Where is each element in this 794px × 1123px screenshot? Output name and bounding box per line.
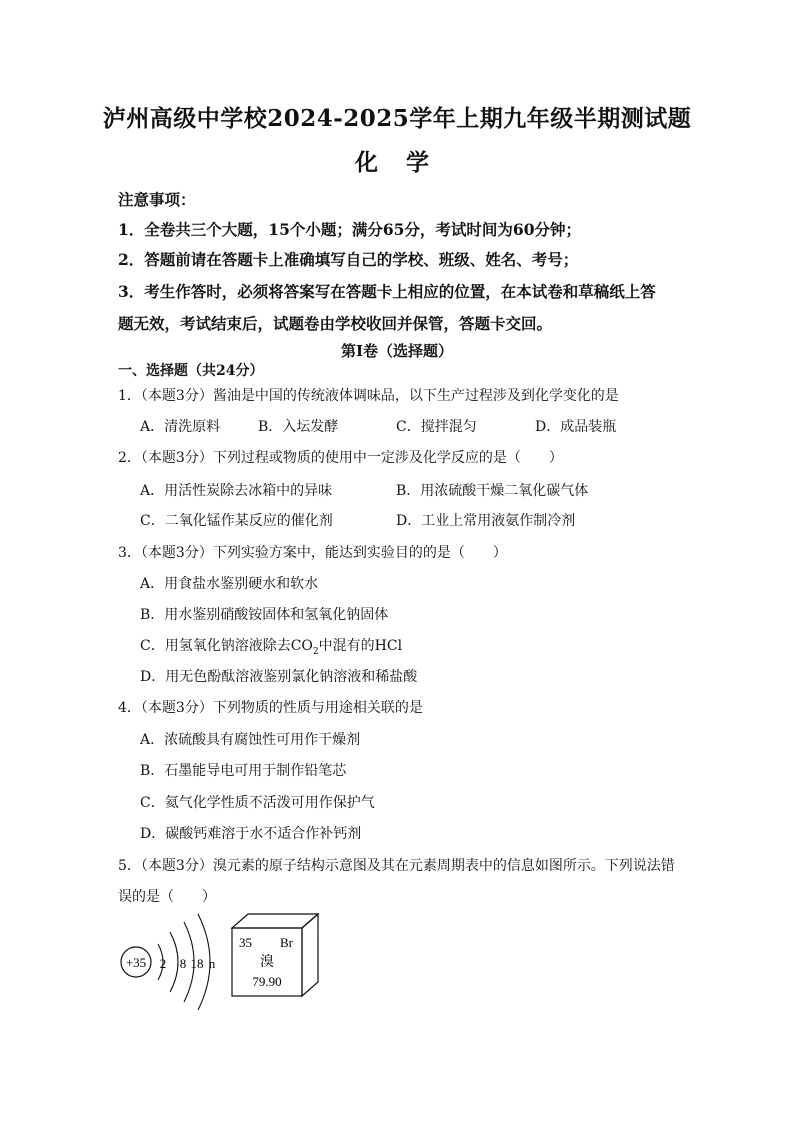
question-1-option-a: A．清洗原料: [140, 419, 221, 435]
question-5-stem-line-1: 5．（本题3分）溴元素的原子结构示意图及其在元素周期表中的信息如图所示。下列说法错: [118, 858, 675, 874]
atom-structure-diagram: [121, 914, 216, 1010]
question-1-option-c: C．搅拌混匀: [396, 419, 477, 435]
question-3-option-c: [140, 635, 402, 657]
question-2-option-b: B．用浓硫酸干燥二氧化碳气体: [396, 483, 589, 499]
section-title: 一、选择题（共24分）: [118, 363, 264, 379]
shell-1-electrons: 2: [159, 956, 167, 971]
question-2-stem: 2．（本题3分）下列过程或物质的使用中一定涉及化学反应的是（ ）: [118, 450, 563, 466]
periodic-table-cell: [232, 914, 318, 996]
question-4-option-a: A．浓硫酸具有腐蚀性可用作干燥剂: [140, 732, 361, 748]
question-5-stem-line-2: 误的是（ ）: [118, 889, 216, 905]
question-3-option-c-text: C．用氢氧化钠溶液除去: [140, 638, 291, 654]
question-4-option-b: B．石墨能导电可用于制作铅笔芯: [140, 763, 347, 779]
co2-formula: CO: [290, 638, 313, 654]
question-2-option-c: C．二氧化锰作某反应的催化剂: [140, 513, 333, 529]
question-4-stem: 4．（本题3分）下列物质的性质与用途相关联的是: [118, 700, 423, 716]
notice-heading: 注意事项：: [118, 190, 196, 209]
question-3-option-a: A．用食盐水鉴别硬水和软水: [140, 576, 319, 592]
cell-side-face: [302, 914, 318, 996]
notice-item-1: 1．全卷共三个大题，15个小题；满分65分，考试时间为60分钟；: [118, 220, 581, 239]
question-4-option-d: D．碳酸钙难溶于水不适合作补钙剂: [140, 826, 362, 842]
notice-item-3: 3．考生作答时，必须将答案写在答题卡上相应的位置，在本试卷和草稿纸上答: [118, 282, 656, 301]
element-name: 溴: [260, 954, 274, 970]
element-symbol: Br: [280, 935, 293, 950]
question-2-option-a: A．用活性炭除去冰箱中的异味: [140, 483, 333, 499]
question-3-option-c-tail: 中混有的HCl: [318, 638, 403, 654]
shell-3-electrons: 18: [190, 956, 204, 971]
atomic-number: 35: [239, 935, 252, 950]
question-2-option-d: D．工业上常用液氨作制冷剂: [396, 513, 576, 529]
nucleus-charge: +35: [125, 955, 147, 970]
question-1-option-d: D．成品装瓶: [535, 419, 617, 435]
exam-title: 泸州高级中学校2024-2025学年上期九年级半期测试题: [102, 105, 692, 132]
notice-item-2: 2．答题前请在答题卡上准确填写自己的学校、班级、姓名、考号；: [118, 250, 579, 269]
question-1-stem: 1．（本题3分）酱油是中国的传统液体调味品，以下生产过程涉及到化学变化的是: [118, 388, 619, 404]
subject-title: 化 学: [354, 149, 439, 176]
question-3-option-d: D．用无色酚酞溶液鉴别氯化钠溶液和稀盐酸: [140, 669, 418, 685]
shell-4-electrons: n: [208, 956, 216, 971]
shell-arc-2: [170, 932, 178, 992]
co2-subscript: 2: [312, 646, 319, 657]
question-3-option-b: B．用水鉴别硝酸铵固体和氢氧化钠固体: [140, 607, 389, 623]
question-1-option-b: B．入坛发酵: [258, 419, 339, 435]
volume-title: 第Ⅰ卷（选择题）: [340, 342, 454, 360]
notice-item-3-continued: 题无效，考试结束后，试题卷由学校收回并保管，答题卡交回。: [118, 314, 553, 333]
question-3-stem: 3．（本题3分）下列实验方案中，能达到实验目的的是（ ）: [118, 545, 507, 561]
atomic-mass: 79.90: [252, 974, 282, 989]
bromine-diagram: [112, 902, 342, 1012]
shell-2-electrons: 8: [179, 956, 187, 971]
question-4-option-c: C．氦气化学性质不活泼可用作保护气: [140, 795, 375, 811]
